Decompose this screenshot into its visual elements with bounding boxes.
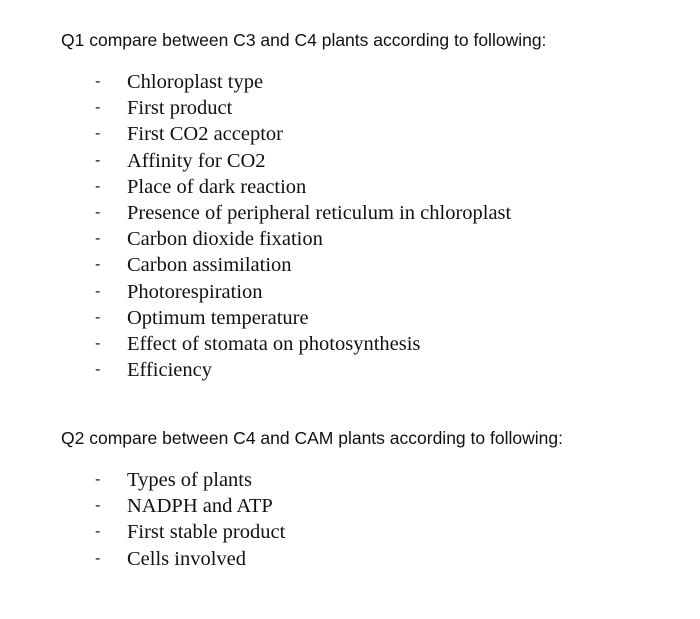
question-1-heading: Q1 compare between C3 and C4 plants according to following: <box>61 30 547 50</box>
bullet-dash: - <box>95 361 101 379</box>
list-item-text: Optimum temperature <box>127 306 309 329</box>
list-item-text: Chloroplast type <box>127 71 264 93</box>
list-item-text: First stable product <box>127 521 286 544</box>
list-item-text: Place of dark reaction <box>127 175 307 198</box>
question-2-heading: Q2 compare between C4 and CAM plants according to following: <box>61 428 563 448</box>
list-item-text: NADPH and ATP <box>127 495 273 518</box>
list-item-text: Types of plants <box>127 469 252 491</box>
bullet-dash: - <box>95 497 101 515</box>
bullet-dash: - <box>95 308 101 326</box>
bullet-dash: - <box>95 125 101 143</box>
bullet-dash: - <box>95 177 101 195</box>
list-item-text: First product <box>127 97 233 120</box>
list-item-text: Photorespiration <box>127 280 263 303</box>
list-item-text: Carbon dioxide fixation <box>127 228 323 251</box>
list-item-text: Cells involved <box>127 547 247 570</box>
list-item-text: First CO2 acceptor <box>127 123 283 146</box>
bullet-dash: - <box>95 549 101 567</box>
bullet-dash: - <box>95 73 101 90</box>
list-item-text: Presence of peripheral reticulum in chloroplast <box>127 201 512 224</box>
bullet-dash: - <box>95 334 101 352</box>
list-item-text: Effect of stomata on photosynthesis <box>127 332 421 355</box>
bullet-dash: - <box>95 256 101 274</box>
list-item-text: Carbon assimilation <box>127 254 292 277</box>
bullet-dash: - <box>95 282 101 300</box>
bullet-dash: - <box>95 230 101 248</box>
bullet-dash: - <box>95 203 101 221</box>
bullet-dash: - <box>95 151 101 169</box>
bullet-dash: - <box>95 99 101 117</box>
bullet-dash: - <box>95 523 101 541</box>
bullet-dash: - <box>95 471 101 488</box>
list-item-text: Affinity for CO2 <box>127 149 266 172</box>
list-item-text: Efficiency <box>127 359 212 382</box>
